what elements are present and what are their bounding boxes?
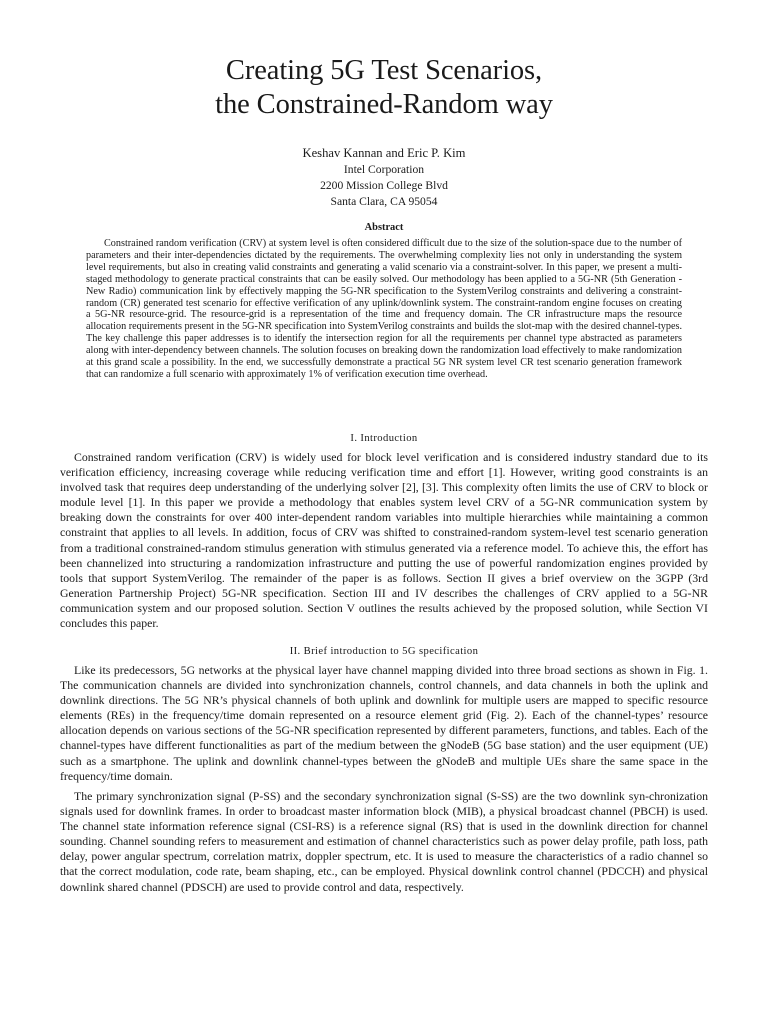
author-affiliation <box>0 162 768 210</box>
title-line-2: the Constrained-Random way <box>215 89 553 120</box>
abstract-heading: Abstract <box>364 222 404 233</box>
author-names: Keshav Kannan and Eric P. Kim <box>302 146 466 160</box>
paper-title <box>0 54 768 122</box>
section-heading-introduction: I. Introduction <box>350 433 418 444</box>
introduction-paragraph: Constrained random verification (CRV) is widely used for block level verification and is considered industry standard due to its verification efficiency, increasing coverage while reducing verification time and effort [1]. However, writing good constraints is an involved task that requires deep understanding of the underlying solver [2], [3]. This complexity often limits the use of CRV to block or module level [1]. In this paper we provide a methodology that enables system level CRV of a 5G-NR communication system by breaking down the constraints for over 400 inter-dependent random variables into multiple hierarchies while maintaining a common constraint that applies to all levels. In addition, focus of CRV was shifted to constrained-random system-level test scenario generation from a traditional constrained-random stimulus generation with stimulus generated via a reference model. To achieve this, the effort has been channelized into structuring a randomization infrastructure and putting the use of powerful randomization engines provided by tools that support SystemVerilog. The remainder of the paper is as follows. Section II gives a brief overview on the 3GPP (3rd Generation Partnership Project) 5G-NR specification. Section III and IV describes the challenges of CRV applied to a 5G-NR communication system and our proposed solution. Section V outlines the results achieved by the proposed solution, while Section VI concludes this paper. <box>60 450 708 631</box>
affiliation-street: 2200 Mission College Blvd <box>320 179 448 192</box>
spec-paragraph-2: The primary synchronization signal (P-SS) and the secondary synchronization signal (S-SS) are the two downlink syn-chronization signals used for downlink frames. In order to broadcast master information block (MIB), a physical broadcast channel (PBCH) is used. The channel state information reference signal (CSI-RS) is a reference signal (RS) that is used in the downlink direction for channel sounding. Channel sounding refers to measurement and estimation of channel characteristics such as power delay profile, path loss, path delay, power angular spectrum, correlation matrix, doppler spectrum, etc. It is used to measure the characteristics of a radio channel so that the correct modulation, code rate, beam shaping, etc., can be employed. Physical downlink control channel (PDCCH) and physical downlink shared channel (PDSCH) are used to provide control and data, respectively. <box>60 789 708 894</box>
affiliation-org: Intel Corporation <box>343 163 425 176</box>
abstract-text: Constrained random verification (CRV) at system level is often considered difficult due to the size of the solution-space due to the number of parameters and their inter-dependencies dictated by the requirements. The overwhelming complexity lies not only in understanding the system level requirements, but also in creating valid constraints and generating a valid scenario via a constraint-solver. In this paper, we present a multi-staged methodology to generate practical constraints that can be easily solved. Our methodology has been applied to a 5G-NR (5th Generation - New Radio) communication link by effectively mapping the 5G-NR specification to the SystemVerilog constraints and delivering a constraint-random (CR) generated test scenario for effective verification of any uplink/downlink system. The constraint-random engine focuses on creating a 5G-NR resource-grid. The resource-grid is a representation of the time and frequency domain. The CR infrastructure maps the resource allocation requirements present in the 5G-NR specification into SystemVerilog constraints and builds the slot-map with the desired channel-types. The key challenge this paper addresses is to identify the intersection region for all the requirements per channel type abstracted as parameters along with inter-dependency between channels. The solution focuses on breaking down the randomization load effectively to make randomization at this grand scale a possibility. In the end, we successfully demonstrate a practical 5G NR system level CR test scenario generation framework that can randomize a full scenario with approximately 1% of verification execution time overhead. <box>86 238 682 380</box>
spec-paragraph-1: Like its predecessors, 5G networks at the physical layer have channel mapping divided into three broad sections as shown in Fig. 1. The communication channels are divided into synchronization channels, control channels, and data channels in both the uplink and downlink directions. The 5G NR’s physical channels of both uplink and downlink for multiple users are mapped to specific resource elements (REs) in the frequency/time domain represented on a resource element grid (Fig. 2). Each of the channel-types’ resource allocation depends on various sections of the 5G-NR specification represented by different parameters, functions, and tables. Each of the channel-types have different functionalities as part of the medium between the gNodeB (5G base station) and the user equipment (UE) such as a smartphone. The uplink and downlink channel-types between the gNodeB and multiple UEs share the same space in the frequency/time domain. <box>60 663 708 783</box>
section-heading-5g-spec: II. Brief introduction to 5G specification <box>289 646 479 657</box>
title-line-1: Creating 5G Test Scenarios, <box>225 55 543 86</box>
affiliation-city: Santa Clara, CA 95054 <box>330 195 438 208</box>
